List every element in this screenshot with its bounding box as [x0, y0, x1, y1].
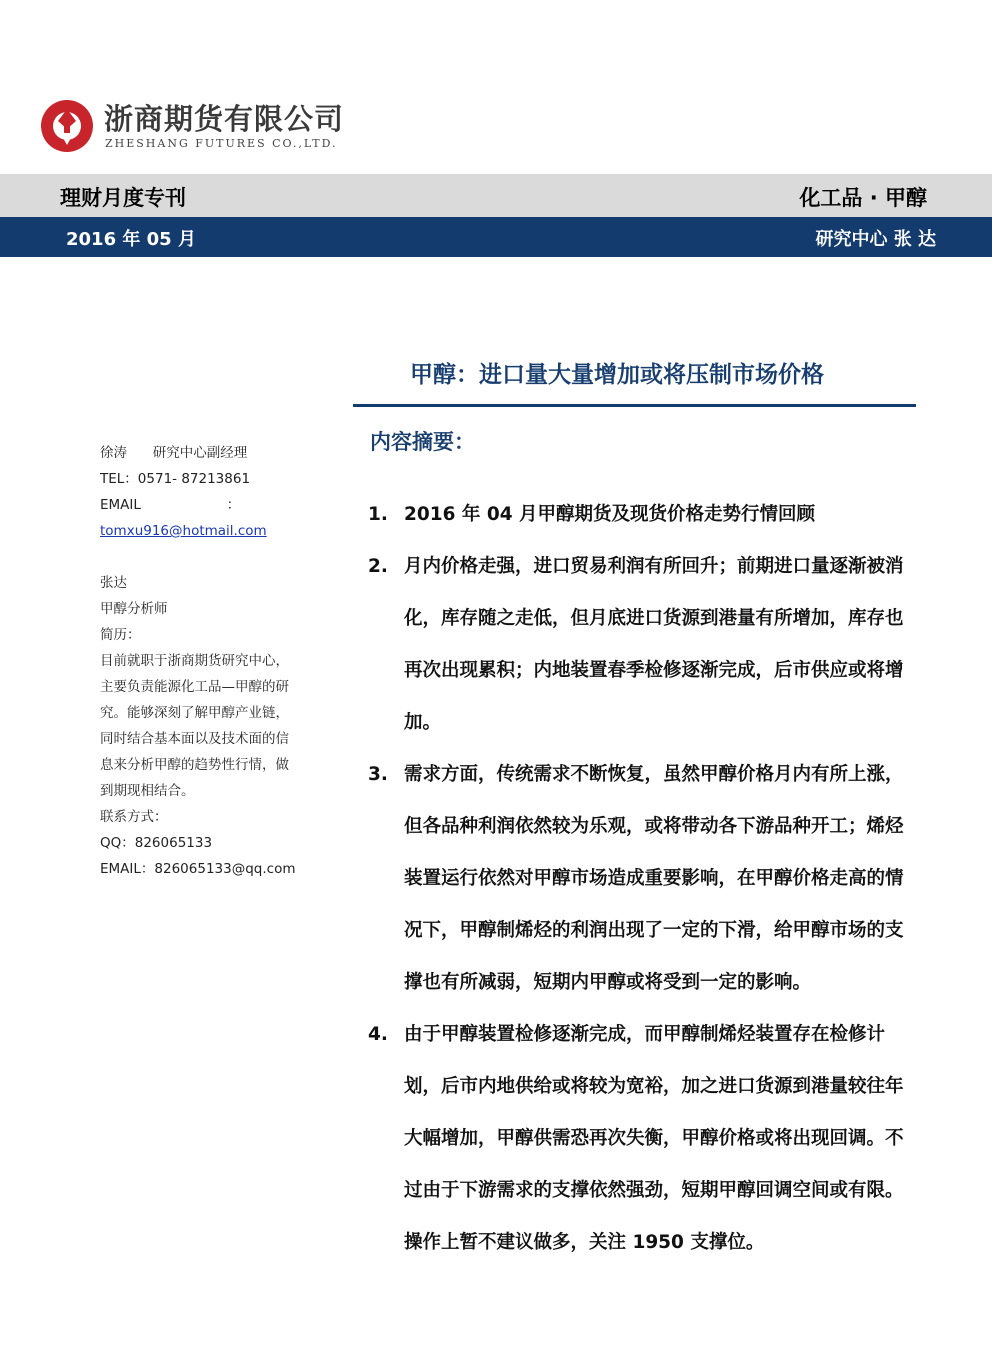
zheshang-logo-icon: [40, 99, 94, 153]
point-text: 2016 年 04 月甲醇期货及现货价格走势行情回顾: [404, 504, 816, 525]
report-author: 研究中心 张 达: [815, 229, 936, 250]
point-number: 2.: [368, 556, 388, 577]
summary-heading: 内容摘要：: [370, 430, 475, 454]
summary-points: [368, 489, 908, 1269]
analyst-email: EMAIL：826065133@qq.com: [100, 861, 296, 877]
date-band: [0, 217, 992, 257]
analyst-name-title: 徐涛 研究中心副经理: [100, 445, 248, 461]
analyst-sidebar: [100, 440, 300, 882]
point-number: 4.: [368, 1024, 388, 1045]
report-title: 甲醇：进口量大量增加或将压制市场价格: [410, 362, 824, 388]
resume-label: 简历：: [100, 627, 141, 643]
analyst-role: 甲醇分析师: [100, 601, 168, 617]
report-category: 化工品 · 甲醇: [799, 186, 927, 210]
summary-point: [368, 749, 908, 1009]
analyst-tel: TEL：0571- 87213861: [100, 471, 251, 487]
summary-point: [368, 1009, 908, 1269]
analyst-resume: 目前就职于浙商期货研究中心，主要负责能源化工品—甲醇的研究。能够深刻了解甲醇产业链，同时结合基本面以及技术面的信息来分析甲醇的趋势性行情，做到期现相结合。: [100, 653, 289, 799]
analyst-email-label: EMAIL ：: [100, 497, 241, 513]
publication-name: 理财月度专刊: [60, 186, 186, 210]
company-name-en: ZHESHANG FUTURES CO.,LTD.: [105, 137, 338, 150]
title-divider: [353, 404, 916, 407]
analyst-qq: QQ：826065133: [100, 835, 213, 851]
analyst-name: 张达: [100, 575, 127, 591]
point-text: 由于甲醇装置检修逐渐完成，而甲醇制烯烃装置存在检修计划，后市内地供给或将较为宽裕，加之进口货源到港量较往年大幅增加，甲醇供需恐再次失衡，甲醇价格或将出现回调。不过由于下游需求的支撑依然强劲，短期甲醇回调空间或有限。操作上暂不建议做多，关注 1950 支撑位。: [404, 1024, 904, 1253]
point-number: 3.: [368, 764, 388, 785]
analyst-email-link[interactable]: tomxu916@hotmail.com: [100, 523, 267, 539]
point-text: 需求方面，传统需求不断恢复，虽然甲醇价格月内有所上涨，但各品种利润依然较为乐观，或将带动各下游品种开工；烯烃装置运行依然对甲醇市场造成重要影响，在甲醇价格走高的情况下，甲醇制烯烃的利润出现了一定的下滑，给甲醇市场的支撑也有所减弱，短期内甲醇或将受到一定的影响。: [404, 764, 904, 993]
summary-point: [368, 489, 908, 541]
report-date: 2016 年 05 月: [66, 229, 196, 250]
summary-point: [368, 541, 908, 749]
contact-label: 联系方式：: [100, 809, 168, 825]
point-number: 1.: [368, 504, 388, 525]
point-text: 月内价格走强，进口贸易利润有所回升；前期进口量逐渐被消化，库存随之走低，但月底进口货源到港量有所增加，库存也再次出现累积；内地装置春季检修逐渐完成，后市供应或将增加。: [404, 556, 904, 733]
company-logo: [40, 95, 345, 157]
company-name-cn: 浙商期货有限公司: [104, 102, 345, 136]
publication-band: [0, 174, 992, 217]
